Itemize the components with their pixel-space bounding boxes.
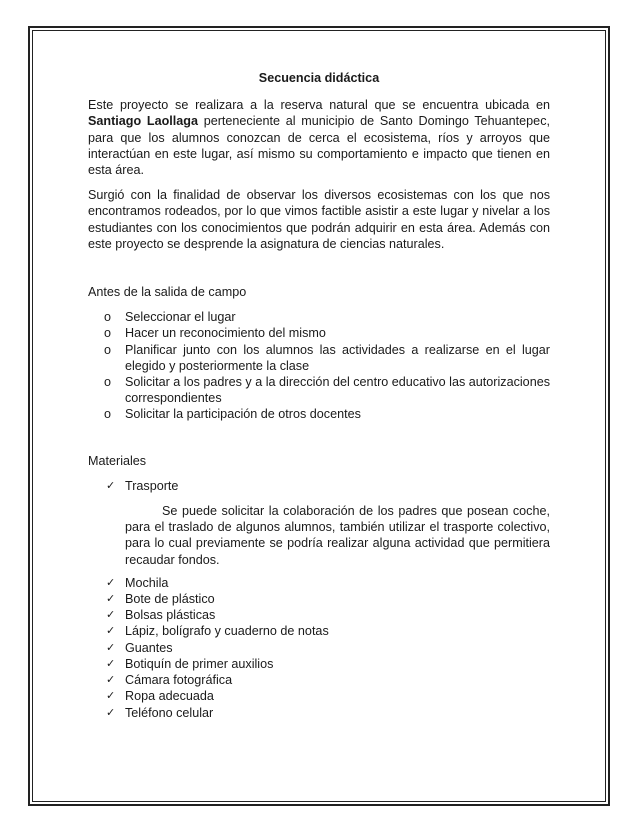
before-trip-list bbox=[88, 309, 550, 422]
intro-paragraph bbox=[88, 97, 550, 178]
checkmark-icon: ✓ bbox=[106, 608, 116, 622]
checkmark-icon: ✓ bbox=[106, 656, 116, 670]
list-item: o Planificar junto con los alumnos las actividades a realizarse en el lugar elegido y posteriormente la clase bbox=[104, 342, 550, 373]
list-item: o Solicitar a los padres y a la dirección del centro educativo las autorizaciones correspondientes bbox=[104, 375, 550, 406]
list-item: ✓ Botiquín de primer auxilios bbox=[106, 656, 274, 671]
list-item: ✓ Ropa adecuada bbox=[106, 689, 214, 704]
transport-list bbox=[88, 478, 550, 494]
list-item: ✓ Trasporte bbox=[106, 478, 179, 493]
list-item: ✓ Cámara fotográfica bbox=[106, 673, 233, 688]
bullet-icon: o bbox=[104, 326, 112, 341]
list-item: ✓ Bote de plástico bbox=[106, 592, 215, 607]
checkmark-icon: ✓ bbox=[106, 705, 116, 719]
list-item: ✓ Guantes bbox=[106, 640, 173, 655]
bullet-icon: o bbox=[104, 375, 112, 390]
list-item: o Solicitar la participación de otros docentes bbox=[104, 407, 361, 422]
purpose-paragraph: Surgió con la finalidad de observar los diversos ecosistemas con los que nos encontramos rodeados, por lo que vimos factible asistir a este lugar y nivelar a los estudiantes con los conocimientos que podrán adquirir en esta área. Además con este proyecto se desprende la asignatura de ciencias naturales. bbox=[88, 188, 550, 251]
place-name: Santiago Laollaga bbox=[88, 114, 198, 129]
before-trip-heading: Antes de la salida de campo bbox=[88, 285, 247, 300]
list-item: ✓ Bolsas plásticas bbox=[106, 608, 216, 623]
list-item: o Hacer un reconocimiento del mismo bbox=[104, 326, 326, 341]
checkmark-icon: ✓ bbox=[106, 478, 116, 492]
document-title: Secuencia didáctica bbox=[258, 71, 380, 85]
intro-text-start: Este proyecto se realizara a la reserva natural que se encuentra ubicada en bbox=[88, 98, 550, 113]
bullet-icon: o bbox=[104, 342, 112, 357]
checkmark-icon: ✓ bbox=[106, 575, 116, 589]
checkmark-icon: ✓ bbox=[106, 624, 116, 638]
checkmark-icon: ✓ bbox=[106, 689, 116, 703]
materials-list bbox=[88, 575, 550, 721]
list-item: ✓ Mochila bbox=[106, 575, 169, 590]
list-item: ✓ Teléfono celular bbox=[106, 705, 214, 720]
list-item: ✓ Lápiz, bolígrafo y cuaderno de notas bbox=[106, 624, 329, 639]
intro-text-end: perteneciente al municipio de Santo Domingo Tehuantepec, para que los alumnos conozcan de cerca el ecosistema, ríos y arroyos que interactúan en este lugar, así mismo su comportamiento e impacto que tienen en esta área. bbox=[88, 114, 550, 178]
bullet-icon: o bbox=[104, 310, 112, 325]
checkmark-icon: ✓ bbox=[106, 640, 116, 654]
bullet-icon: o bbox=[104, 407, 112, 422]
checkmark-icon: ✓ bbox=[106, 592, 116, 606]
transport-note: Se puede solicitar la colaboración de los padres que posean coche, para el traslado de algunos alumnos, también utilizar el trasporte colectivo, para lo cual previamente se podría realizar alguna actividad que permitiera recaudar fondos. bbox=[125, 504, 550, 567]
list-item: o Seleccionar el lugar bbox=[104, 310, 236, 325]
materials-heading: Materiales bbox=[88, 453, 147, 468]
checkmark-icon: ✓ bbox=[106, 673, 116, 687]
document-body bbox=[88, 70, 550, 721]
